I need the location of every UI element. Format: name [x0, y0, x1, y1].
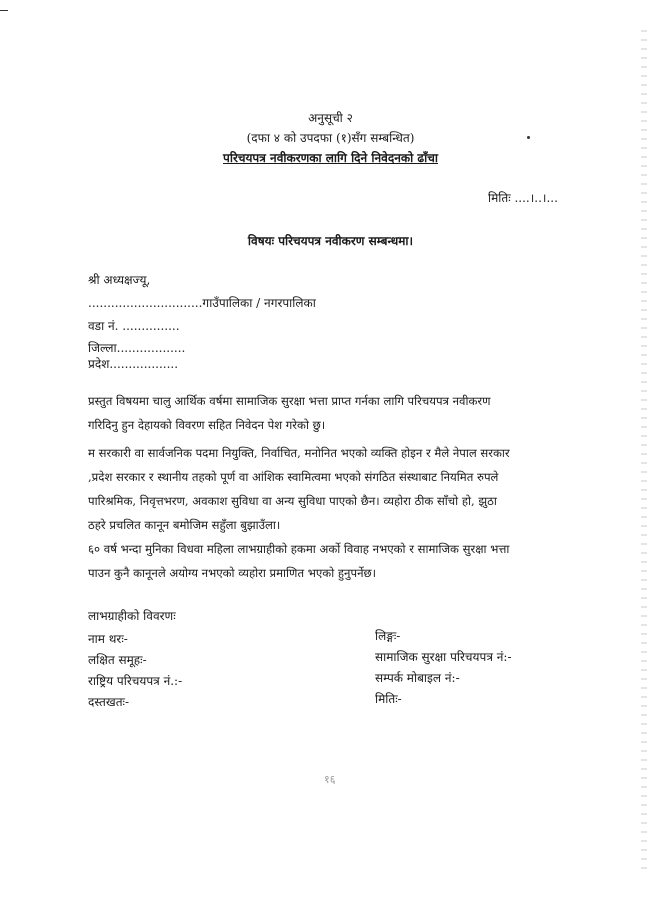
paragraph-line: प्रस्तुत विषयमा चालु आर्थिक वर्षमा सामाजिक सुरक्षा भत्ता प्राप्त गर्नका लागि परिचयपत्र नवीकरण	[88, 394, 491, 408]
municipality-line: ..............................गाउँपालिका / नगरपालिका	[88, 296, 316, 310]
paragraph-line: पारिश्रमिक, निवृत्तभरण, अवकाश सुविधा वा अन्य सुविधा पाएको छैन। व्यहोरा ठीक साँचो हो, झुठा	[88, 494, 497, 508]
date-line: मितिः ....।..।...	[488, 191, 558, 205]
form-title: परिचयपत्र नवीकरणका लागि दिने निवेदनको ढाँचा	[223, 151, 438, 165]
paragraph-line: ठहरे प्रचलित कानून बमोजिम सहुँला बुझाउँला।	[88, 518, 281, 532]
field-name: नाम थरः-	[88, 632, 128, 646]
paragraph-line: गरिदिनु हुन देहायको विवरण सहित निवेदन पेश गरेको छु।	[88, 418, 326, 432]
schedule-reference: (दफा ४ को उपदफा (१)सँग सम्बन्धित)	[246, 131, 415, 145]
paragraph-widow-note	[88, 537, 563, 585]
paragraph-line: पाउन कुनै कानूनले अयोग्य नभएको व्यहोरा प्रमाणित भएको हुनुपर्नेछ।	[88, 566, 377, 580]
field-social-security-id: सामाजिक सुरक्षा परिचयपत्र नं:-	[375, 650, 512, 664]
field-date: मितिः-	[375, 692, 402, 706]
paragraph-line: ,प्रदेश सरकार र स्थानीय तहको पूर्ण वा आंशिक स्वामित्वमा भएको संगठित संस्थाबाट नियमित रुपले	[88, 470, 499, 484]
paragraph-request	[88, 389, 563, 437]
district-line: जिल्ला..................	[88, 341, 186, 355]
field-signature: दस्तखतः-	[88, 695, 130, 709]
scan-artifact-line	[0, 10, 8, 11]
page-number: १६	[324, 773, 336, 786]
province-line: प्रदेश..................	[88, 357, 179, 371]
paragraph-line: ६० वर्ष भन्दा मुनिका विधवा महिला लाभग्राहीको हकमा अर्को विवाह नभएको र सामाजिक सुरक्षा भत्ता	[88, 542, 510, 556]
field-gender: लिङ्गः-	[375, 629, 401, 643]
paragraph-line: म सरकारी वा सार्वजनिक पदमा नियुक्ति, निर्वाचित, मनोनित भएको व्यक्ति होइन र मैले नेपाल सरकार	[88, 446, 510, 460]
field-target-group: लक्षित समूहः-	[88, 653, 147, 667]
field-mobile: सम्पर्क मोबाइल नं:-	[375, 671, 460, 685]
beneficiary-heading: लाभग्राहीको विवरणः	[88, 609, 176, 623]
subject-line: विषयः परिचयपत्र नवीकरण सम्बन्धमा।	[247, 234, 414, 248]
paragraph-declaration	[88, 441, 563, 537]
schedule-number: अनुसूची २	[308, 111, 353, 125]
ward-line: वडा नं. ...............	[88, 319, 180, 333]
field-national-id: राष्ट्रिय परिचयपत्र नं.:-	[88, 674, 183, 688]
salutation: श्री अध्यक्षज्यू,	[88, 273, 151, 287]
